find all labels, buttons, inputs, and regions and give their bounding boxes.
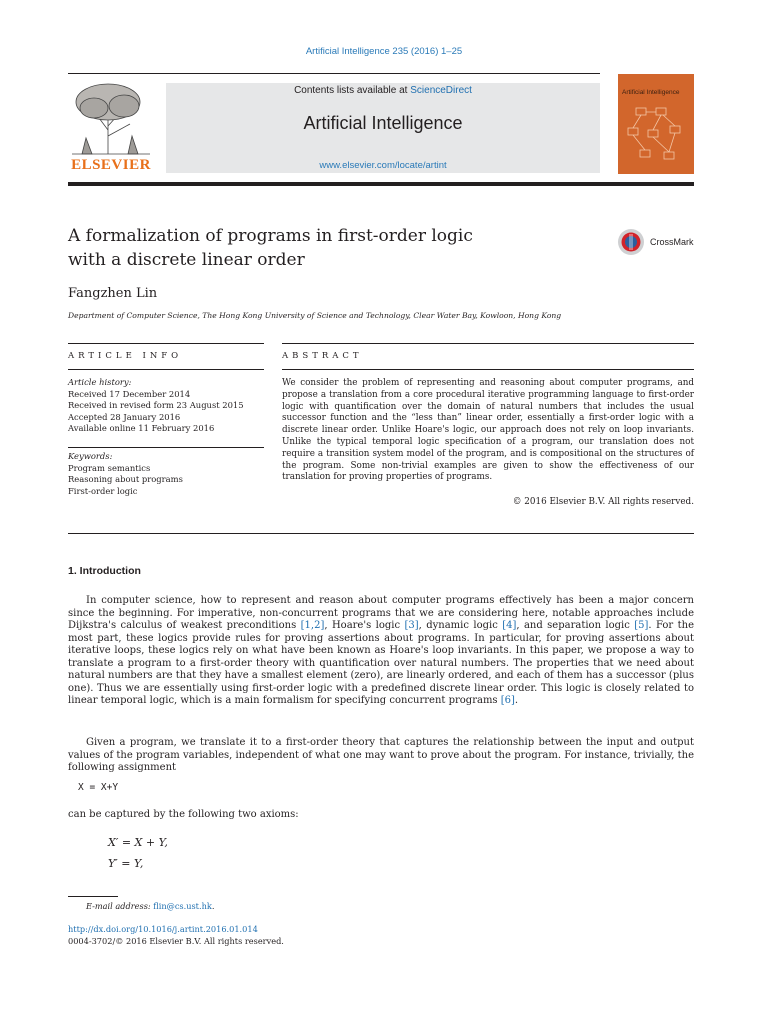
footnote-rule (68, 896, 118, 897)
journal-url-link[interactable]: www.elsevier.com/locate/artint (319, 160, 447, 171)
intro-text: Given a program, we translate it to a first-order theory that captures the relationship between the input and output values of the program variables, independent of what one may want to prove about the program. For instance, trivially, the following assignment (68, 737, 694, 773)
elsevier-wordmark: ELSEVIER (71, 157, 151, 173)
author-name: Fangzhen Lin (68, 286, 158, 301)
sciencedirect-link[interactable]: ScienceDirect (410, 85, 472, 96)
abstract-text: We consider the problem of representing and reasoning about computer programs, and propose a translation from a core procedural iterative programming language to first-order logic with quantification over the domain of natural numbers that includes the usual successor function and the “less than” linear order, essentially a first-order logic with a discrete linear order. Unlike Hoare's logic, our approach does not rely on loop invariants. Unlike the typical temporal logic specification of a program, our translation does not require a transition system model of the program, and is compositional on the structures of the program. Some non-trivial examples are given to show the effectiveness of our translation for proving properties of programs. (282, 378, 694, 483)
email-footnote (86, 901, 214, 911)
history-online: Available online 11 February 2016 (68, 423, 215, 434)
email-suffix: . (211, 901, 215, 911)
journal-cover-thumbnail (618, 74, 694, 174)
contents-available (166, 85, 600, 96)
keyword: Program semantics (68, 462, 151, 473)
tree-logo-icon (68, 80, 154, 156)
keywords-rule (68, 447, 264, 448)
journal-title: Artificial Intelligence (303, 113, 463, 133)
cover-graph-icon (618, 74, 694, 174)
introduction-heading: 1. Introduction (68, 565, 141, 577)
article-title (68, 224, 538, 272)
crossmark-label[interactable]: CrossMark (650, 237, 694, 247)
keywords (68, 451, 264, 497)
header-rule (68, 73, 600, 74)
journal-citation[interactable]: Artificial Intelligence 235 (2016) 1–25 (305, 46, 463, 57)
history-label: Article history: (68, 377, 132, 387)
crossmark-icon[interactable] (617, 228, 645, 256)
reference-link[interactable]: [3] (404, 620, 419, 631)
author-affiliation: Department of Computer Science, The Hong Kong University of Science and Technology, Clear Water Bay, Kowloon, Hong Kong (68, 311, 562, 320)
reference-link[interactable]: [6] (500, 695, 515, 706)
intro-paragraph-2 (68, 737, 694, 775)
intro-text: . (514, 695, 519, 706)
title-line-2: with a discrete linear order (68, 250, 305, 270)
abstract-heading: ABSTRACT (282, 351, 363, 361)
abstract-copyright: © 2016 Elsevier B.V. All rights reserved. (512, 497, 694, 507)
code-assignment: X = X+Y (78, 782, 119, 793)
intro-text: , and separation logic (516, 620, 635, 631)
intro-text: , Hoare's logic (324, 620, 405, 631)
reference-link[interactable]: [4] (502, 620, 517, 631)
email-link[interactable]: flin@cs.ust.hk (153, 901, 212, 911)
history-received: Received 17 December 2014 (68, 388, 191, 399)
contents-prefix: Contents lists available at (294, 85, 411, 96)
keyword: Reasoning about programs (68, 474, 183, 485)
elsevier-logo (68, 80, 154, 174)
header-thick-rule (68, 182, 694, 186)
after-code-line: can be captured by the following two axioms: (68, 809, 299, 820)
history-accepted: Accepted 28 January 2016 (68, 411, 181, 422)
info-sub-rule (68, 369, 264, 370)
article-history (68, 377, 264, 435)
cover-title: Artificial Intelligence (622, 89, 680, 96)
after-code-text (68, 809, 694, 822)
intro-text: , dynamic logic (418, 620, 503, 631)
article-info-heading: ARTICLE INFO (68, 351, 183, 361)
doi-link[interactable]: http://dx.doi.org/10.1016/j.artint.2016.01.014 (68, 924, 258, 934)
intro-paragraph-1 (68, 595, 694, 708)
axiom-2: Y′ = Y, (108, 857, 144, 870)
reference-link[interactable]: [5] (634, 620, 649, 631)
abstract-bottom-rule (68, 533, 694, 534)
axiom-1: X′ = X + Y, (108, 836, 168, 849)
title-line-1: A formalization of programs in first-order logic (68, 226, 473, 246)
keywords-label: Keywords: (68, 451, 113, 461)
keyword: First-order logic (68, 485, 138, 496)
info-top-rule (68, 343, 264, 344)
abstract-top-rule (282, 343, 694, 344)
email-label: E-mail address: (86, 901, 154, 911)
intro-text: . For the most part, these logics provide rules for proving assertions about programs. In particular, for proving assertions about iterative loops, these logics rely on what have been known as Hoare's loop invariants. In this paper, we propose a way to translate a program to a first-order theory with quantification over natural numbers. The properties that we need about natural numbers are that they have a smallest element (zero), are linearly ordered, and each of them has a successor (plus one). Thus we are essentially using first-order logic with a predefined discrete linear order. This logic is closely related to linear temporal logic, which is a main formalism for specifying concurrent programs (68, 620, 694, 706)
reference-link[interactable]: [1,2] (300, 620, 325, 631)
journal-banner (166, 83, 600, 173)
history-revised: Received in revised form 23 August 2015 (68, 400, 244, 411)
intro-text: In computer science, how to represent and reason about computer programs effectively has been a major concern since the beginning. For imperative, non-concurrent programs that we are considering here, notable approaches include Dijkstra's calculus of weakest preconditions (68, 595, 694, 631)
issn-line: 0004-3702/© 2016 Elsevier B.V. All rights reserved. (68, 936, 284, 946)
abstract-sub-rule (282, 369, 694, 370)
